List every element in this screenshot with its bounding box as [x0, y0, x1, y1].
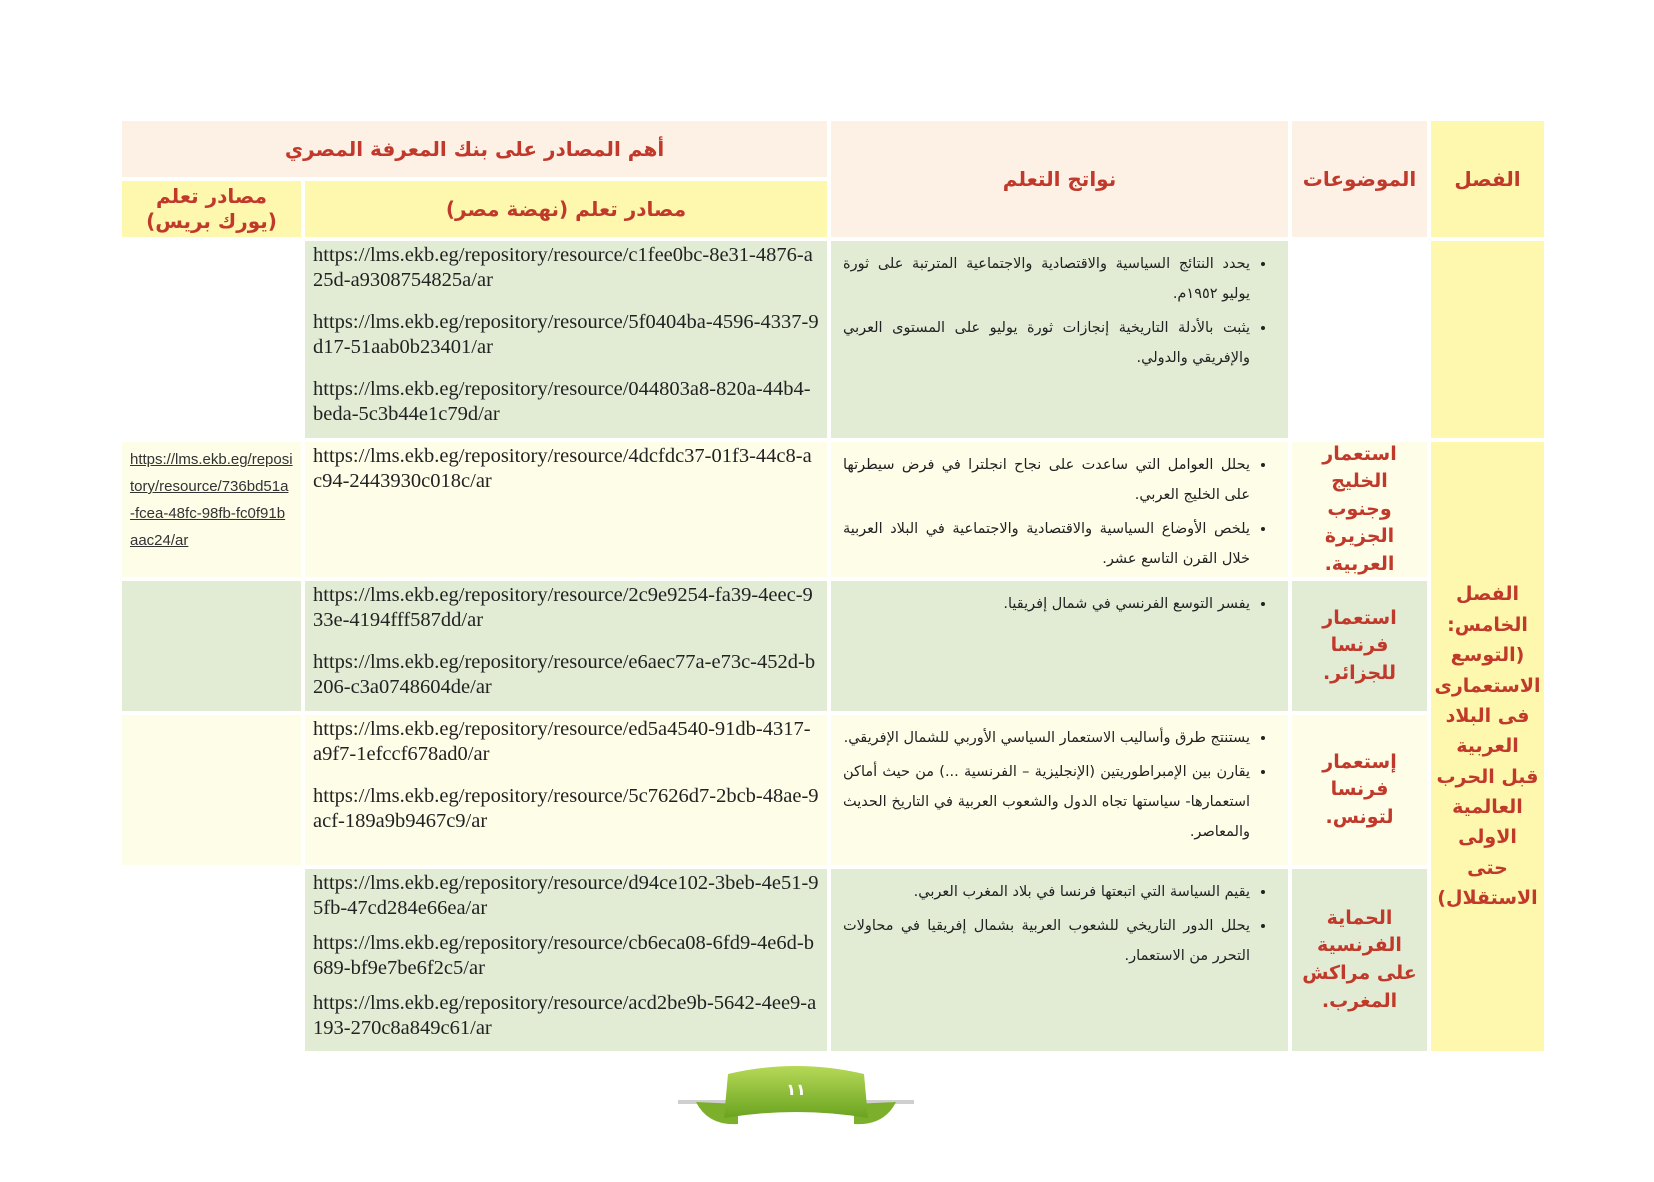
resource-link[interactable]: https://lms.ekb.eg/repository/resource/ed5a4540-91db-4317-a9f7-1efccf678ad0/ar: [313, 718, 811, 765]
header-sources: أهم المصادر على بنك المعرفة المصري: [122, 121, 827, 177]
outcomes-cell: [831, 581, 1288, 711]
chapter-cell-empty: [1431, 241, 1544, 438]
outcome-item: • يلخص الأوضاع السياسية والاقتصادية والاجتماعية في البلاد العربية خلال القرن التاسع عشر.: [843, 514, 1250, 574]
curriculum-table: [122, 121, 1544, 1051]
resource-link[interactable]: https://lms.ekb.eg/repository/resource/2c9e9254-fa39-4eec-933e-4194fff587dd/ar: [313, 584, 813, 631]
topic-cell: إستعمار فرنسا لتونس.: [1292, 715, 1427, 865]
header-nahdet-misr: مصادر تعلم (نهضة مصر): [305, 181, 827, 237]
outcomes-cell: [831, 715, 1288, 865]
chapter-five-title: الفصل الخامس: (التوسع الاستعمارى فى البلاد العربية قبل الحرب العالمية الاولى حتى الاستقلال): [1431, 442, 1544, 1051]
topic-cell: [1292, 241, 1427, 438]
resource-link[interactable]: https://lms.ekb.eg/repository/resource/5f0404ba-4596-4337-9d17-51aab0b23401/ar: [313, 311, 819, 358]
nahdet-links-cell: [305, 581, 827, 711]
outcomes-cell: [831, 442, 1288, 577]
outcome-item: • يثبت بالأدلة التاريخية إنجازات ثورة يوليو على المستوى العربي والإفريقي والدولي.: [843, 313, 1250, 373]
page-number-ribbon: [678, 1062, 914, 1132]
resource-link[interactable]: https://lms.ekb.eg/repository/resource/e6aec77a-e73c-452d-b206-c3a0748604de/ar: [313, 651, 816, 698]
outcomes-cell: [831, 869, 1288, 1051]
resource-link[interactable]: https://lms.ekb.eg/repository/resource/044803a8-820a-44b4-beda-5c3b44e1c79d/ar: [313, 378, 811, 425]
outcome-item: • يستنتج طرق وأساليب الاستعمار السياسي الأوربي للشمال الإفريقي.: [843, 723, 1250, 753]
york-cell: [122, 241, 301, 438]
resource-link[interactable]: https://lms.ekb.eg/repository/resource/d94ce102-3beb-4e51-95fb-47cd284e66ea/ar: [313, 872, 819, 919]
topic-cell: استعمار الخليج وجنوب الجزيرة العربية.: [1292, 442, 1427, 577]
header-outcomes: نواتج التعلم: [831, 121, 1288, 237]
resource-link[interactable]: https://lms.ekb.eg/repository/resource/4dcfdc37-01f3-44c8-ac94-2443930c018c/ar: [313, 445, 812, 492]
outcome-item: • يقيم السياسة التي اتبعتها فرنسا في بلاد المغرب العربي.: [843, 877, 1250, 907]
header-york-press: مصادر تعلم (يورك بريس): [122, 181, 301, 237]
outcome-item: • يحلل الدور التاريخي للشعوب العربية بشمال إفريقيا في محاولات التحرر من الاستعمار.: [843, 911, 1250, 971]
resource-link[interactable]: https://lms.ekb.eg/repository/resource/5c7626d7-2bcb-48ae-9acf-189a9b9467c9/ar: [313, 785, 819, 832]
topic-cell: الحماية الفرنسية على مراكش المغرب.: [1292, 869, 1427, 1051]
outcome-item: • يقارن بين الإمبراطوريتين (الإنجليزية – الفرنسية ...) من حيث أماكن استعمارها- سياستها تجاه الدول والشعوب العربية في التاريخ الحديث والمعاصر.: [843, 757, 1250, 847]
header-topics: الموضوعات: [1292, 121, 1427, 237]
york-cell: [122, 869, 301, 1051]
resource-link[interactable]: https://lms.ekb.eg/repository/resource/c1fee0bc-8e31-4876-a25d-a9308754825a/ar: [313, 244, 813, 291]
nahdet-links-cell: [305, 715, 827, 865]
resource-link[interactable]: https://lms.ekb.eg/repository/resource/acd2be9b-5642-4ee9-a193-270c8a849c61/ar: [313, 992, 817, 1039]
outcome-item: • يفسر التوسع الفرنسي في شمال إفريقيا.: [843, 589, 1250, 619]
nahdet-links-cell: [305, 442, 827, 577]
ribbon-graphic: [678, 1062, 914, 1132]
nahdet-links-cell: [305, 869, 827, 1051]
outcome-item: • يحدد النتائج السياسية والاقتصادية والاجتماعية المترتبة على ثورة يوليو ١٩٥٢م.: [843, 249, 1250, 309]
page-number: ١١: [786, 1080, 806, 1099]
york-link[interactable]: https://lms.ekb.eg/repository/resource/736bd51a-fcea-48fc-98fb-fc0f91baac24/ar: [122, 442, 301, 577]
outcome-item: • يحلل العوامل التي ساعدت على نجاح انجلترا في فرض سيطرتها على الخليج العربي.: [843, 450, 1250, 510]
york-cell: [122, 715, 301, 865]
york-cell: [122, 581, 301, 711]
resource-link[interactable]: https://lms.ekb.eg/repository/resource/cb6eca08-6fd9-4e6d-b689-bf9e7be6f2c5/ar: [313, 932, 814, 979]
header-chapter: الفصل: [1431, 121, 1544, 237]
topic-cell: استعمار فرنسا للجزائر.: [1292, 581, 1427, 711]
nahdet-links-cell: [305, 241, 827, 438]
outcomes-cell: [831, 241, 1288, 438]
